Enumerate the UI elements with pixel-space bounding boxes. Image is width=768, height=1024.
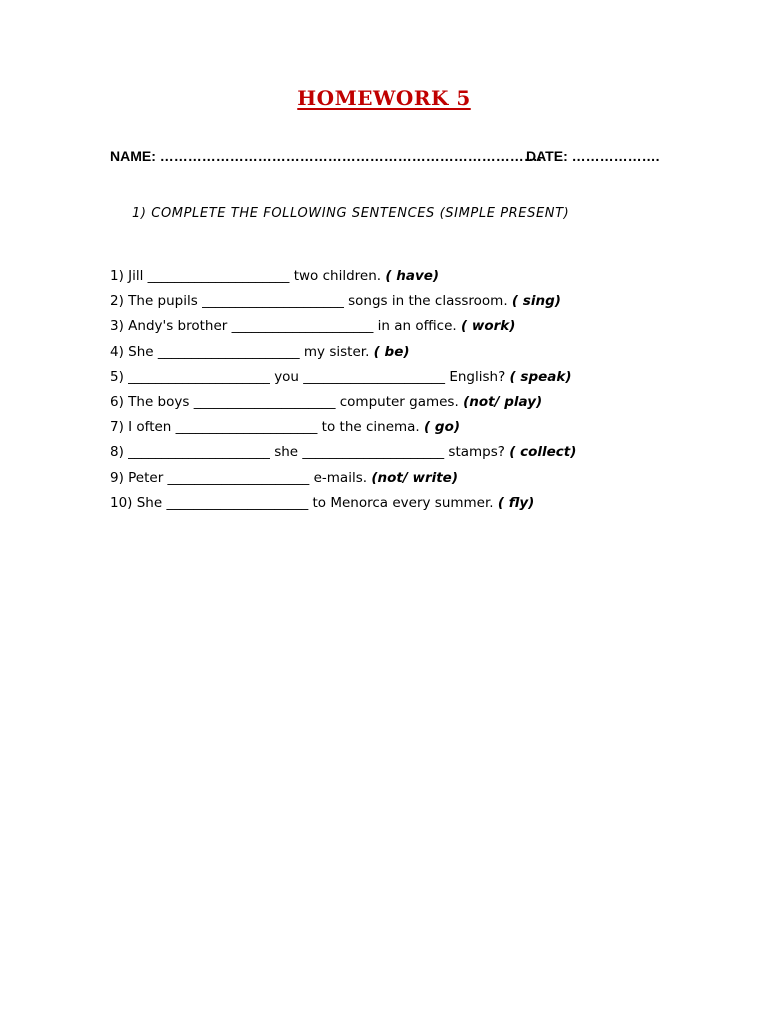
- verb-hint: ( have): [385, 268, 440, 284]
- verb-hint: ( be): [373, 343, 410, 360]
- verb-hint: ( speak): [509, 368, 572, 385]
- exercise-item: [110, 469, 730, 494]
- exercise-sentence: 3) Andy's brother _____________________ in an office.: [110, 318, 457, 335]
- exercise-sentence: 1) Jill _____________________ two children.: [110, 268, 382, 284]
- verb-hint: (not/ write): [371, 469, 459, 486]
- verb-hint: ( go): [424, 419, 461, 436]
- exercise-item: [110, 494, 730, 519]
- exercise-sentence: 9) Peter _____________________ e-mails.: [110, 469, 368, 486]
- date-field-label: DATE: ……………….: [526, 148, 660, 164]
- verb-hint: ( work): [461, 318, 516, 335]
- exercise-sentence: 10) She _____________________ to Menorca every summer.: [110, 494, 494, 511]
- name-field-label: NAME: ……………………………………………………………………….: [110, 148, 542, 164]
- exercise-sentence: 4) She _____________________ my sister.: [110, 343, 370, 360]
- verb-hint: ( sing): [511, 293, 561, 310]
- exercise-sentence: 6) The boys _____________________ computer games.: [110, 393, 459, 410]
- exercise-item: [110, 368, 730, 393]
- exercise-sentence: 5) _____________________ you _____________________ English?: [110, 368, 506, 385]
- exercise-item: [110, 317, 730, 342]
- exercise-sentence: 2) The pupils _____________________ songs in the classroom.: [110, 293, 508, 310]
- exercise-sentence: 7) I often _____________________ to the cinema.: [110, 419, 420, 436]
- exercise-list: [110, 267, 730, 519]
- exercise-item: [110, 267, 730, 292]
- verb-hint: ( fly): [497, 494, 535, 511]
- exercise-item: [110, 343, 730, 368]
- exercise-instruction: 1) COMPLETE THE FOLLOWING SENTENCES (SIMPLE PRESENT): [132, 206, 570, 221]
- exercise-item: [110, 393, 730, 418]
- exercise-item: [110, 418, 730, 443]
- exercise-sentence: 8) _____________________ she _____________________ stamps?: [110, 444, 505, 461]
- page-title: HOMEWORK 5: [297, 86, 471, 110]
- verb-hint: ( collect): [509, 444, 577, 461]
- exercise-item: [110, 292, 730, 317]
- page-title-container: [0, 86, 768, 110]
- exercise-item: [110, 443, 730, 468]
- verb-hint: (not/ play): [463, 393, 543, 410]
